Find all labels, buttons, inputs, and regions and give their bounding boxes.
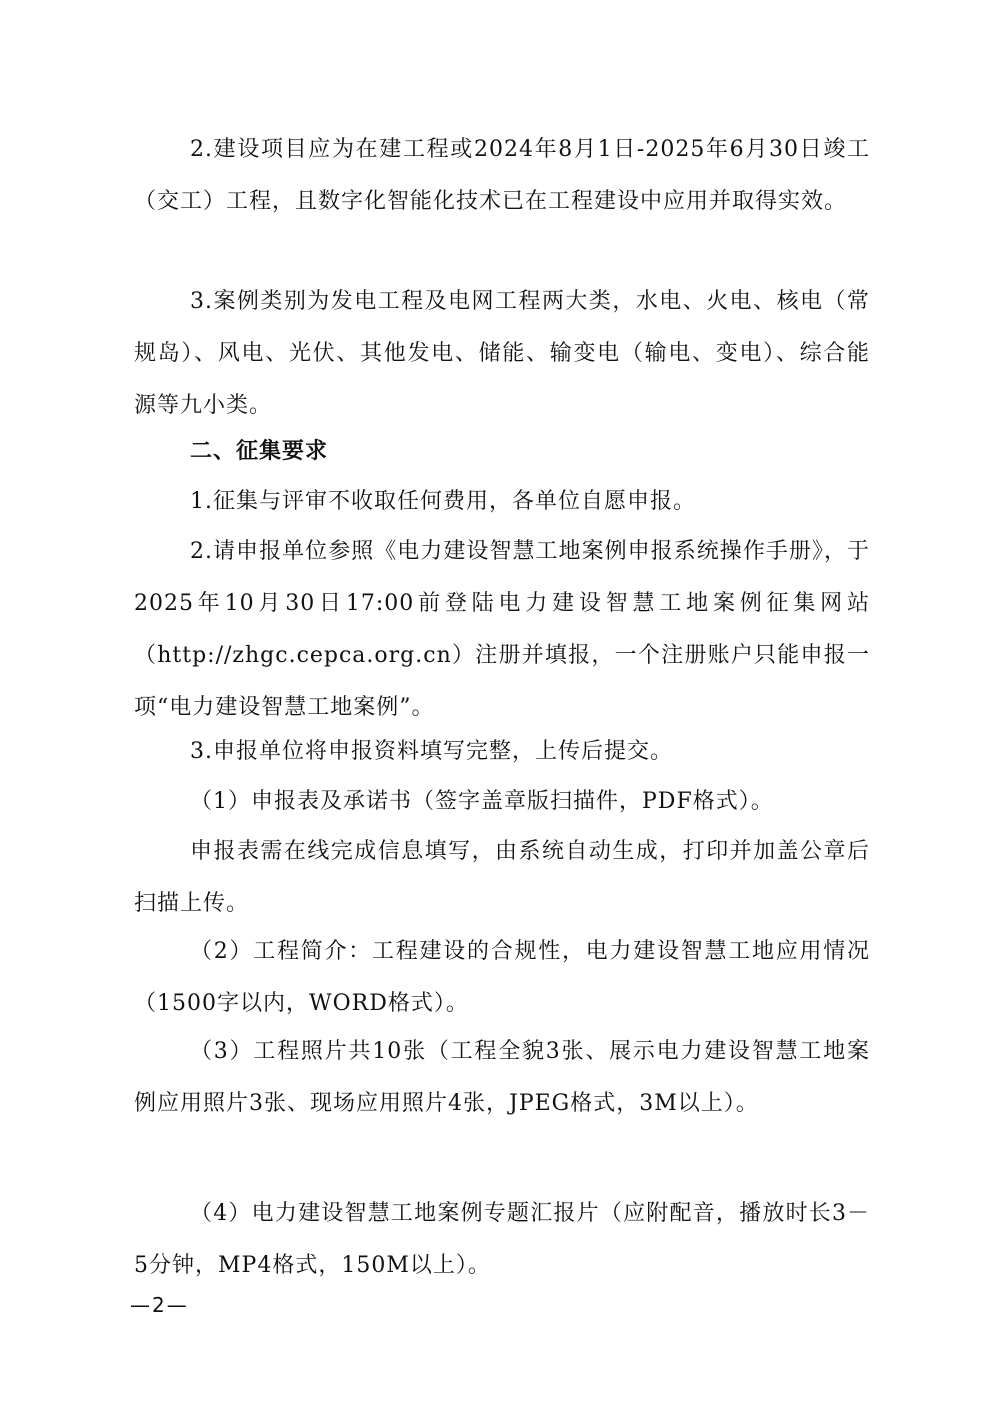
paragraph-form-instructions: 申报表需在线完成信息填写，由系统自动生成，打印并加盖公章后扫描上传。 xyxy=(134,839,870,916)
paragraph-upload-materials: 3.申报单位将申报资料填写完整，上传后提交。 xyxy=(190,739,673,764)
paragraph-project-requirement: 2.建设项目应为在建工程或2024年8月1日-2025年6月30日竣工（交工）工程，且数字化智能化技术已在工程建设中应用并取得实效。 xyxy=(134,137,870,214)
paragraph-submission-website: 2.请申报单位参照《电力建设智慧工地案例申报系统操作手册》，于2025年10月30日17:00前登陆电力建设智慧工地案例征集网站（http://zhgc.cepca.org.cn）注册并填报，一个注册账户只能申报一项“电力建设智慧工地案例”。 xyxy=(134,539,870,720)
paragraph-project-intro: （2）工程简介：工程建设的合规性，电力建设智慧工地应用情况（1500字以内，WORD格式）。 xyxy=(134,939,870,1016)
paragraph-report-video: （4）电力建设智慧工地案例专题汇报片（应附配音，播放时长3－5分钟，MP4格式，150M以上）。 xyxy=(134,1201,870,1278)
paragraph-case-categories: 3.案例类别为发电工程及电网工程两大类，水电、火电、核电（常规岛）、风电、光伏、其他发电、储能、输变电（输电、变电）、综合能源等九小类。 xyxy=(134,289,870,418)
paragraph-application-form: （1）申报表及承诺书（签字盖章版扫描件，PDF格式）。 xyxy=(190,789,774,814)
paragraph-no-fees: 1.征集与评审不收取任何费用，各单位自愿申报。 xyxy=(190,489,696,514)
page-number: —2— xyxy=(130,1293,189,1317)
paragraph-project-photos: （3）工程照片共10张（工程全貌3张、展示电力建设智慧工地案例应用照片3张、现场应用照片4张，JPEG格式，3M以上）。 xyxy=(134,1039,870,1116)
section-heading-requirements: 二、征集要求 xyxy=(190,439,329,464)
